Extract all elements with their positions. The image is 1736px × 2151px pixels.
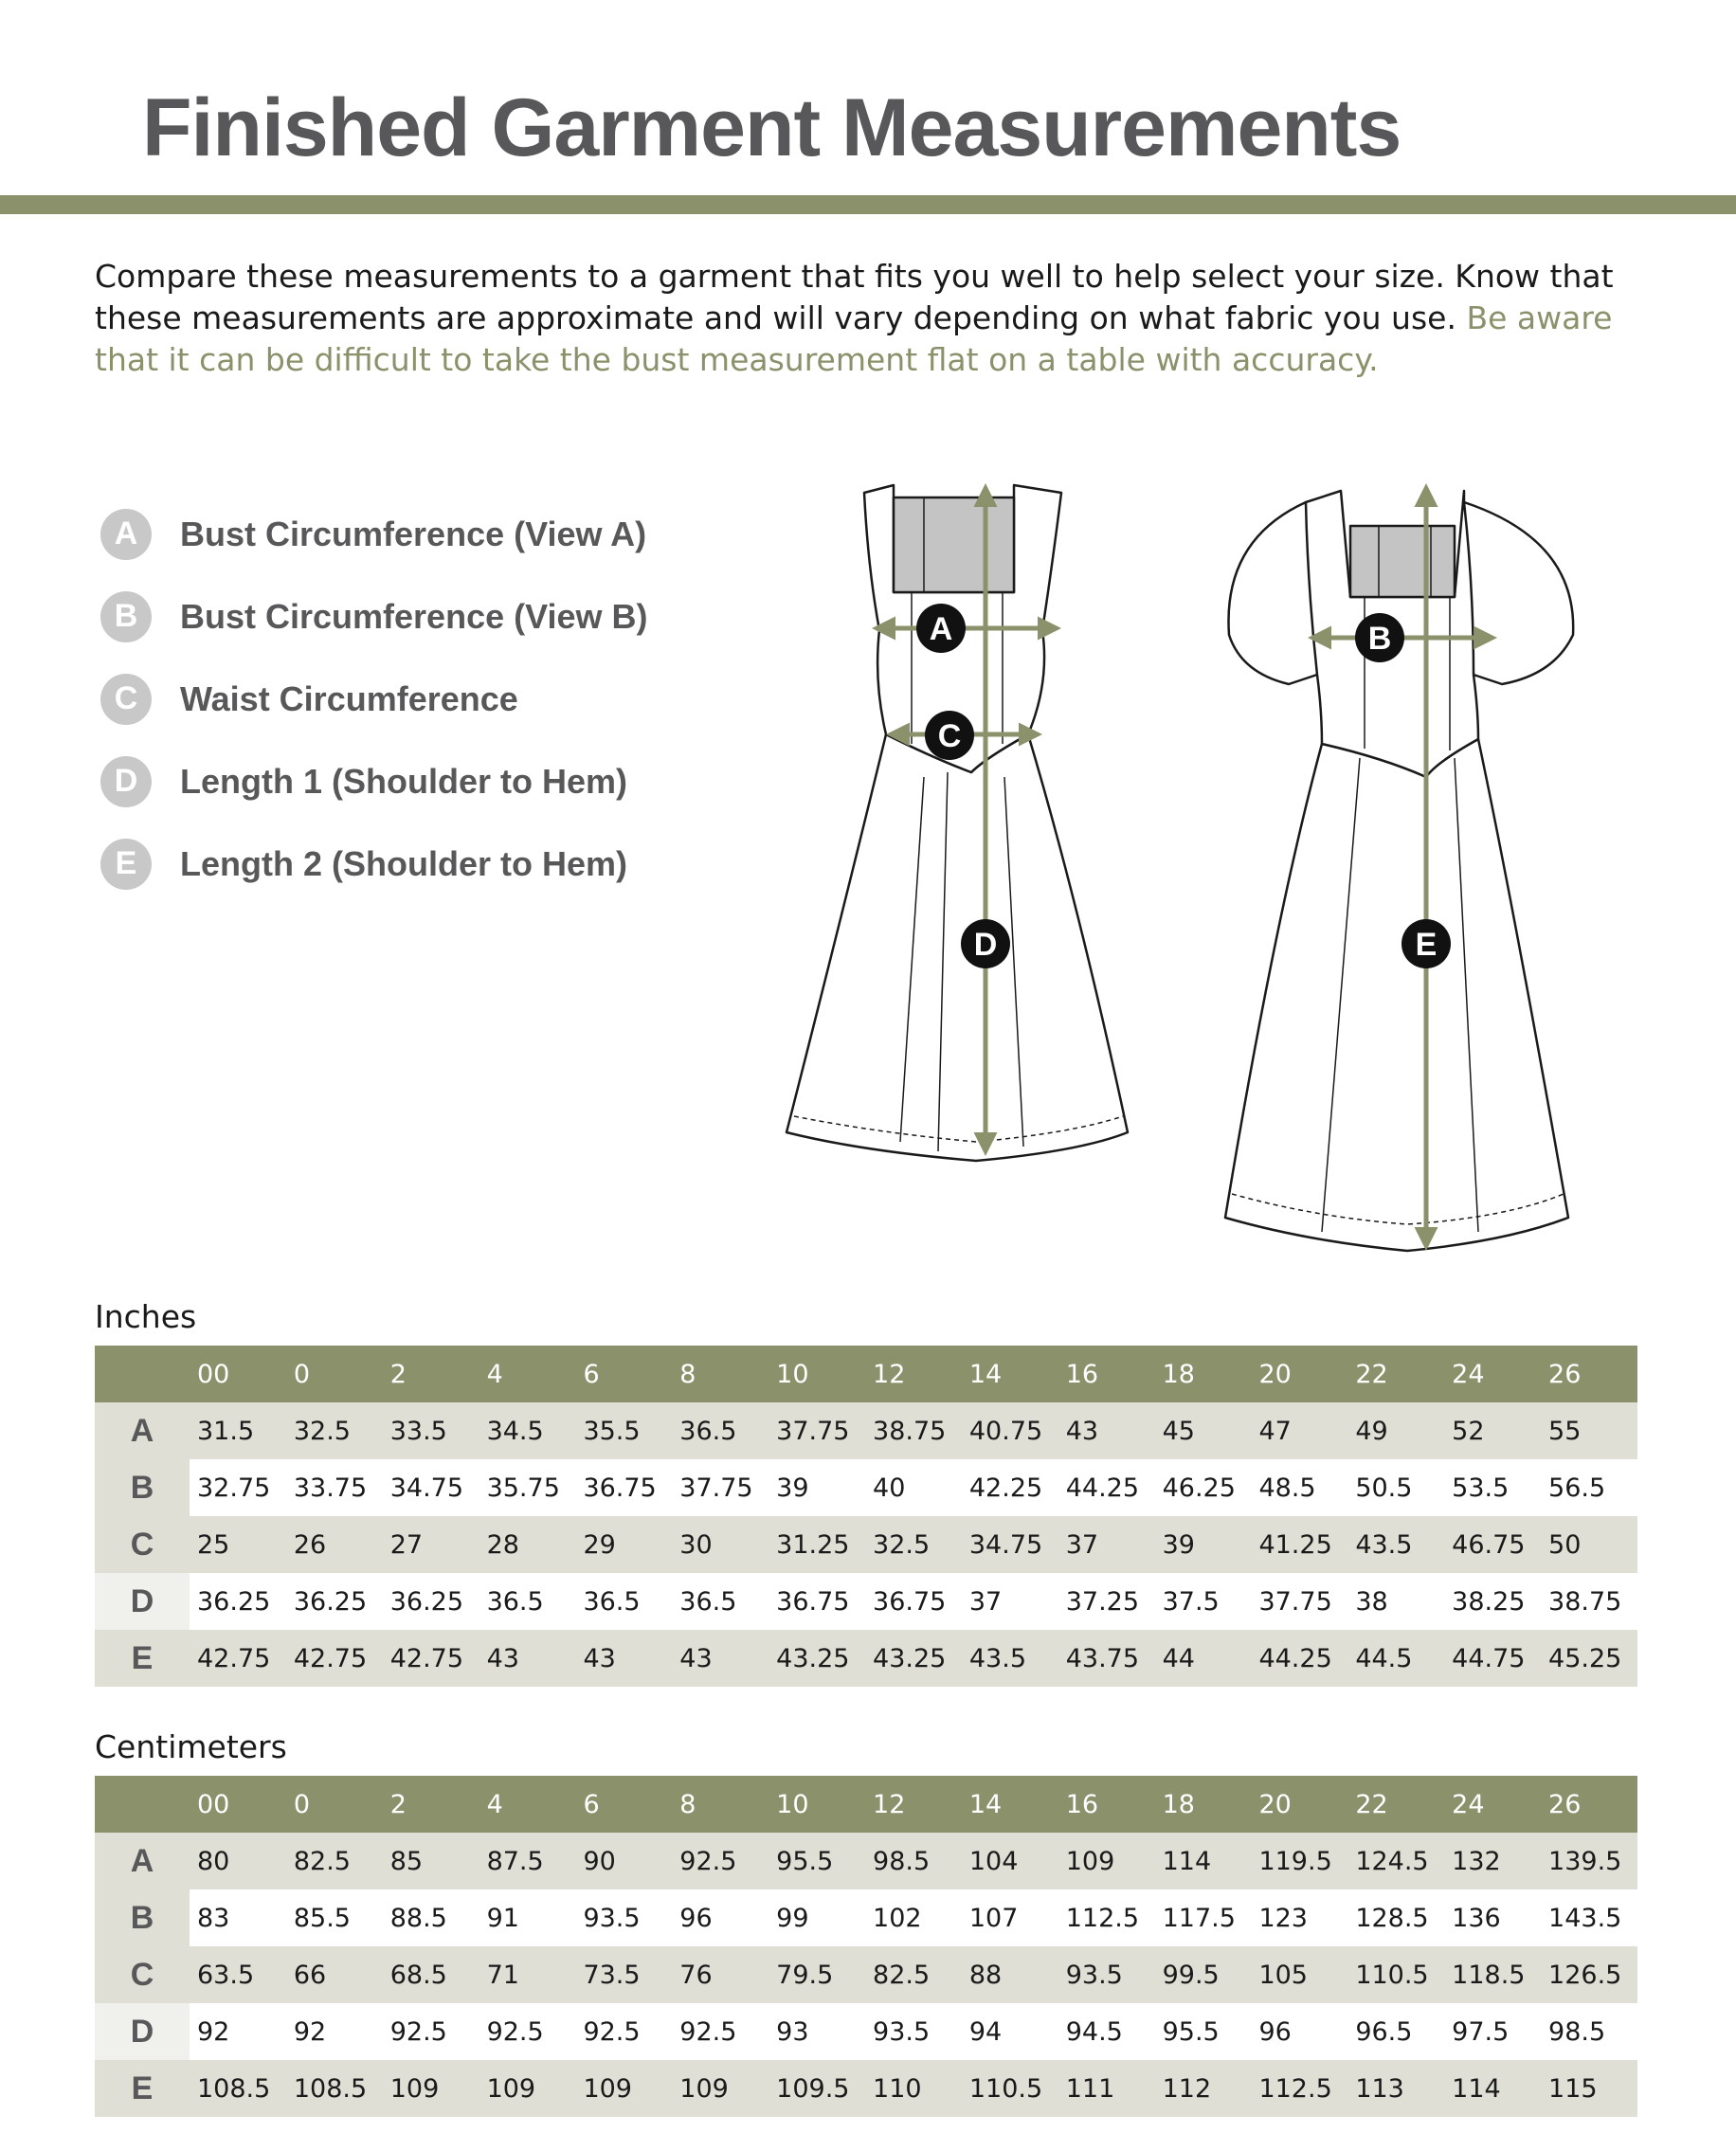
table-cell: 79.5 (769, 1946, 865, 2003)
table-cell: 36.5 (583, 1586, 641, 1617)
table-cell: 92.5 (672, 1833, 769, 1889)
table-cell: 92.5 (679, 2016, 737, 2047)
table-cell: 87.5 (479, 1833, 576, 1889)
table-cell: 43 (672, 1630, 769, 1687)
table-cell: 36.75 (776, 1586, 850, 1617)
table-cell: 47 (1251, 1402, 1347, 1459)
table-cell: 46.25 (1162, 1473, 1236, 1503)
table-cell: 36.75 (583, 1473, 657, 1503)
table-cell: 96 (1258, 2016, 1292, 2047)
table-cell: 109 (383, 2060, 479, 2117)
row-label: B (95, 1889, 190, 1946)
table-cell: 66 (286, 1946, 383, 2003)
centimeters-size-header: 14 (962, 1776, 1058, 1833)
table-cell: 92 (197, 2016, 230, 2047)
table-cell: 128.5 (1355, 1903, 1429, 1933)
table-cell: 42.75 (383, 1630, 479, 1687)
table-cell: 35.5 (575, 1402, 672, 1459)
table-cell: 25 (190, 1516, 286, 1573)
table-cell: 107 (968, 1903, 1019, 1933)
table-cell: 82.5 (865, 1946, 962, 2003)
table-cell: 38.75 (1548, 1586, 1622, 1617)
table-cell: 93.5 (1058, 1946, 1155, 2003)
table-cell: 36.25 (293, 1586, 368, 1617)
table-cell: 37.5 (1162, 1586, 1220, 1617)
table-cell: 28 (479, 1516, 576, 1573)
legend-label-a: Bust Circumference (View A) (180, 514, 647, 553)
table-cell: 104 (962, 1833, 1058, 1889)
table-cell: 90 (575, 1833, 672, 1889)
dress-view-b (1225, 491, 1573, 1251)
centimeters-header-row (95, 1776, 1637, 1833)
table-cell: 109 (672, 2060, 769, 2117)
table-cell: 139.5 (1541, 1833, 1637, 1889)
dress-a-skirt (787, 734, 1128, 1161)
table-cell: 31.25 (769, 1516, 865, 1573)
dress-b-sleeve-right (1464, 502, 1573, 684)
table-cell: 98.5 (865, 1833, 962, 1889)
table-cell: 82.5 (286, 1833, 383, 1889)
centimeters-size-header: 18 (1155, 1776, 1252, 1833)
inches-size-header: 16 (1058, 1346, 1155, 1402)
table-cell: 43 (479, 1630, 576, 1687)
centimeters-row-b (95, 1889, 1637, 1946)
inches-header-row (95, 1346, 1637, 1402)
table-cell: 113 (1347, 2060, 1444, 2117)
centimeters-row-e (95, 2060, 1637, 2117)
table-cell: 45.25 (1541, 1630, 1637, 1687)
table-cell: 46.75 (1444, 1516, 1541, 1573)
table-cell: 40.75 (962, 1402, 1058, 1459)
table-cell: 43 (1058, 1402, 1155, 1459)
legend-item-b (100, 575, 647, 658)
table-cell: 124.5 (1347, 1833, 1444, 1889)
table-cell: 109 (479, 2060, 576, 2117)
dress-b-neckline (1350, 526, 1455, 597)
inches-size-header: 00 (190, 1346, 286, 1402)
table-cell: 71 (479, 1946, 576, 2003)
centimeters-size-header: 8 (672, 1776, 769, 1833)
table-cell: 45 (1155, 1402, 1252, 1459)
table-cell: 53.5 (1452, 1473, 1510, 1503)
dress-a-neckline (894, 497, 1014, 592)
table-cell: 92.5 (486, 2016, 544, 2047)
table-cell: 112.5 (1065, 1903, 1140, 1933)
table-cell: 43 (575, 1630, 672, 1687)
centimeters-row-a (95, 1833, 1637, 1889)
table-cell: 44.25 (1251, 1630, 1347, 1687)
inches-size-header: 10 (769, 1346, 865, 1402)
table-cell: 96.5 (1355, 2016, 1413, 2047)
centimeters-table (95, 1776, 1637, 2117)
table-cell: 41.25 (1251, 1516, 1347, 1573)
legend-badge-c: C (100, 674, 152, 725)
table-cell: 40 (873, 1473, 906, 1503)
table-cell: 91 (486, 1903, 519, 1933)
table-cell: 36.75 (873, 1586, 947, 1617)
centimeters-label: Centimeters (95, 1728, 287, 1765)
table-cell: 50 (1541, 1516, 1637, 1573)
table-cell: 93 (776, 2016, 809, 2047)
intro-highlight: Be aware that it can be difficult to take the bust measurement flat on a table with accuracy. (95, 299, 1613, 378)
table-cell: 119.5 (1251, 1833, 1347, 1889)
table-cell: 76 (672, 1946, 769, 2003)
inches-size-header: 24 (1444, 1346, 1541, 1402)
centimeters-size-header: 00 (190, 1776, 286, 1833)
table-cell: 37.75 (769, 1402, 865, 1459)
table-cell: 36.25 (389, 1586, 464, 1617)
dress-view-a (787, 485, 1128, 1161)
table-cell: 63.5 (190, 1946, 286, 2003)
table-cell: 43.25 (769, 1630, 865, 1687)
legend-badge-a: A (100, 509, 152, 560)
table-cell: 26 (286, 1516, 383, 1573)
table-cell: 115 (1541, 2060, 1637, 2117)
centimeters-size-header: 0 (286, 1776, 383, 1833)
table-cell: 143.5 (1548, 1903, 1622, 1933)
table-cell: 42.75 (286, 1630, 383, 1687)
table-cell: 93.5 (583, 1903, 641, 1933)
table-cell: 38 (1355, 1586, 1388, 1617)
table-cell: 80 (190, 1833, 286, 1889)
row-label: E (95, 2060, 190, 2117)
row-label: C (95, 1516, 190, 1573)
table-cell: 44 (1155, 1630, 1252, 1687)
inches-row-c (95, 1516, 1637, 1573)
inches-size-header: 4 (479, 1346, 576, 1402)
table-cell: 68.5 (383, 1946, 479, 2003)
marker-a: A (929, 611, 953, 647)
inches-size-header: 14 (962, 1346, 1058, 1402)
centimeters-size-header: 26 (1541, 1776, 1637, 1833)
table-cell: 95.5 (1162, 2016, 1220, 2047)
table-cell: 73.5 (575, 1946, 672, 2003)
table-cell: 27 (383, 1516, 479, 1573)
legend-item-d (100, 740, 647, 822)
row-label: D (95, 2003, 190, 2060)
row-label: D (95, 1573, 190, 1630)
centimeters-size-header: 20 (1251, 1776, 1347, 1833)
table-cell: 85.5 (293, 1903, 351, 1933)
table-cell: 118.5 (1444, 1946, 1541, 2003)
table-cell: 110.5 (1347, 1946, 1444, 2003)
inches-row-d (95, 1573, 1637, 1630)
row-label: B (95, 1459, 190, 1516)
table-cell: 36.5 (486, 1586, 544, 1617)
table-cell: 94.5 (1065, 2016, 1123, 2047)
table-cell: 30 (672, 1516, 769, 1573)
table-cell: 132 (1444, 1833, 1541, 1889)
table-cell: 36.5 (679, 1586, 737, 1617)
centimeters-header-corner (95, 1776, 190, 1833)
marker-d: D (973, 927, 998, 963)
table-cell: 37.75 (679, 1473, 753, 1503)
garment-diagram (758, 464, 1592, 1260)
table-cell: 109 (1058, 1833, 1155, 1889)
table-cell: 44.5 (1347, 1630, 1444, 1687)
inches-row-e (95, 1630, 1637, 1687)
inches-size-header: 26 (1541, 1346, 1637, 1402)
dress-b-sleeve-left (1228, 502, 1317, 684)
table-cell: 33.75 (293, 1473, 368, 1503)
table-cell: 43.5 (1347, 1516, 1444, 1573)
table-cell: 93.5 (873, 2016, 931, 2047)
table-cell: 55 (1541, 1402, 1637, 1459)
inches-size-header: 6 (575, 1346, 672, 1402)
table-cell: 38.25 (1452, 1586, 1526, 1617)
centimeters-size-header: 12 (865, 1776, 962, 1833)
table-cell: 34.5 (479, 1402, 576, 1459)
table-cell: 43.5 (962, 1630, 1058, 1687)
intro-text: Compare these measurements to a garment that fits you well to help select your size. Know that these measurements are approximate and will vary depending on what fabric you use. (95, 258, 1614, 336)
table-cell: 114 (1444, 2060, 1541, 2117)
legend-label-d: Length 1 (Shoulder to Hem) (180, 761, 627, 801)
centimeters-size-header: 16 (1058, 1776, 1155, 1833)
table-cell: 112 (1155, 2060, 1252, 2117)
centimeters-size-header: 22 (1347, 1776, 1444, 1833)
table-cell: 96 (679, 1903, 713, 1933)
table-cell: 37.75 (1258, 1586, 1332, 1617)
intro-paragraph (95, 256, 1658, 381)
table-cell: 111 (1058, 2060, 1155, 2117)
table-cell: 36.5 (672, 1402, 769, 1459)
table-cell: 33.5 (383, 1402, 479, 1459)
marker-e: E (1415, 927, 1438, 963)
inches-size-header: 12 (865, 1346, 962, 1402)
table-cell: 108.5 (190, 2060, 286, 2117)
table-cell: 42.75 (190, 1630, 286, 1687)
table-cell: 109.5 (769, 2060, 865, 2117)
marker-b: B (1367, 621, 1392, 657)
table-cell: 35.75 (486, 1473, 560, 1503)
table-cell: 32.75 (197, 1473, 271, 1503)
table-cell: 136 (1452, 1903, 1501, 1933)
table-cell: 37 (968, 1586, 1003, 1617)
table-cell: 95.5 (769, 1833, 865, 1889)
inches-size-header: 2 (383, 1346, 479, 1402)
table-cell: 99.5 (1155, 1946, 1252, 2003)
table-cell: 37 (1058, 1516, 1155, 1573)
page-title: Finished Garment Measurements (142, 82, 1401, 173)
table-cell: 92 (293, 2016, 327, 2047)
table-cell: 123 (1258, 1903, 1308, 1933)
legend-label-c: Waist Circumference (180, 678, 518, 718)
inches-size-header: 20 (1251, 1346, 1347, 1402)
inches-row-a (95, 1402, 1637, 1459)
centimeters-size-header: 4 (479, 1776, 576, 1833)
table-cell: 36.25 (197, 1586, 271, 1617)
table-cell: 85 (383, 1833, 479, 1889)
legend-item-e (100, 822, 647, 905)
inches-size-header: 18 (1155, 1346, 1252, 1402)
table-cell: 112.5 (1251, 2060, 1347, 2117)
table-cell: 44.75 (1444, 1630, 1541, 1687)
table-cell: 52 (1444, 1402, 1541, 1459)
inches-table (95, 1346, 1637, 1687)
measurement-legend (100, 493, 647, 905)
table-cell: 108.5 (286, 2060, 383, 2117)
table-cell: 99 (776, 1903, 809, 1933)
table-cell: 88 (962, 1946, 1058, 2003)
table-cell: 31.5 (190, 1402, 286, 1459)
table-cell: 49 (1347, 1402, 1444, 1459)
table-cell: 88.5 (389, 1903, 447, 1933)
legend-label-b: Bust Circumference (View B) (180, 596, 648, 636)
legend-badge-d: D (100, 756, 152, 807)
table-cell: 105 (1251, 1946, 1347, 2003)
table-cell: 83 (197, 1903, 230, 1933)
table-cell: 114 (1155, 1833, 1252, 1889)
legend-badge-b: B (100, 591, 152, 642)
centimeters-row-d (95, 2003, 1637, 2060)
row-label: A (95, 1833, 190, 1889)
table-cell: 92.5 (583, 2016, 641, 2047)
table-cell: 29 (575, 1516, 672, 1573)
table-cell: 110 (865, 2060, 962, 2117)
centimeters-size-header: 24 (1444, 1776, 1541, 1833)
centimeters-size-header: 6 (575, 1776, 672, 1833)
table-cell: 92.5 (389, 2016, 447, 2047)
table-cell: 94 (968, 2016, 1003, 2047)
table-cell: 38.75 (865, 1402, 962, 1459)
legend-badge-e: E (100, 839, 152, 890)
row-label: C (95, 1946, 190, 2003)
legend-item-a (100, 493, 647, 575)
table-cell: 50.5 (1355, 1473, 1413, 1503)
row-label: A (95, 1402, 190, 1459)
table-cell: 43.25 (865, 1630, 962, 1687)
table-cell: 117.5 (1162, 1903, 1236, 1933)
table-cell: 110.5 (962, 2060, 1058, 2117)
inches-size-header: 8 (672, 1346, 769, 1402)
centimeters-size-header: 2 (383, 1776, 479, 1833)
table-cell: 56.5 (1548, 1473, 1606, 1503)
row-label: E (95, 1630, 190, 1687)
table-cell: 109 (575, 2060, 672, 2117)
inches-size-header: 0 (286, 1346, 383, 1402)
table-cell: 34.75 (962, 1516, 1058, 1573)
marker-c: C (937, 718, 962, 754)
table-cell: 48.5 (1258, 1473, 1316, 1503)
legend-item-c (100, 658, 647, 740)
table-cell: 39 (1155, 1516, 1252, 1573)
inches-header-corner (95, 1346, 190, 1402)
table-cell: 32.5 (286, 1402, 383, 1459)
inches-label: Inches (95, 1298, 197, 1335)
centimeters-row-c (95, 1946, 1637, 2003)
table-cell: 42.25 (968, 1473, 1043, 1503)
dress-b-skirt (1225, 739, 1568, 1251)
inches-size-header: 22 (1347, 1346, 1444, 1402)
title-rule (0, 195, 1736, 214)
table-cell: 37.25 (1065, 1586, 1140, 1617)
table-cell: 97.5 (1452, 2016, 1510, 2047)
legend-label-e: Length 2 (Shoulder to Hem) (180, 843, 627, 883)
inches-row-b (95, 1459, 1637, 1516)
table-cell: 98.5 (1548, 2016, 1606, 2047)
table-cell: 39 (776, 1473, 809, 1503)
table-cell: 126.5 (1541, 1946, 1637, 2003)
table-cell: 34.75 (389, 1473, 464, 1503)
table-cell: 32.5 (865, 1516, 962, 1573)
table-cell: 44.25 (1065, 1473, 1140, 1503)
centimeters-size-header: 10 (769, 1776, 865, 1833)
table-cell: 102 (873, 1903, 922, 1933)
table-cell: 43.75 (1058, 1630, 1155, 1687)
